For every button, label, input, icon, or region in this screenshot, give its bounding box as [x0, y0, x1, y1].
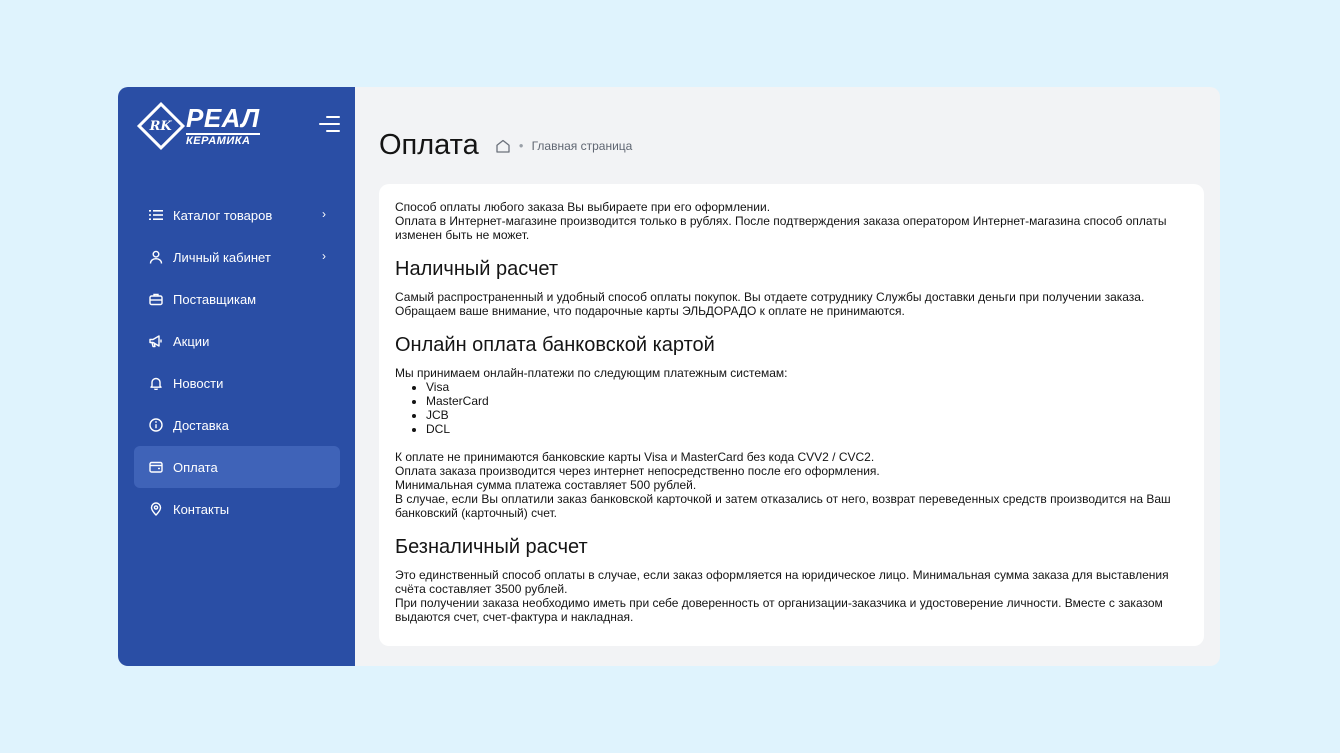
sidebar-item-label: Новости [173, 375, 224, 391]
info-icon [148, 417, 164, 433]
list-item: • DCL [426, 422, 1188, 436]
sidebar-item-payment[interactable] [134, 446, 340, 488]
chevron-right-icon: › [322, 249, 326, 263]
online-text: Минимальная сумма платежа составляет 500 рублей. [395, 478, 697, 492]
sidebar-item-promotions[interactable] [134, 320, 340, 362]
page-header [379, 129, 632, 162]
location-pin-icon [148, 501, 164, 517]
user-icon [148, 249, 164, 265]
sidebar-item-label: Личный кабинет [173, 249, 271, 265]
sidebar [118, 87, 355, 666]
sidebar-item-label: Каталог товаров [173, 207, 273, 223]
main-area [355, 87, 1220, 666]
sidebar-item-label: Поставщикам [173, 291, 257, 307]
bell-icon [148, 375, 164, 391]
section-heading-online: Онлайн оплата банковской картой [395, 334, 715, 356]
sidebar-item-label: Оплата [173, 459, 218, 475]
sidebar-item-account[interactable] [134, 236, 340, 278]
sidebar-item-label: Контакты [173, 501, 230, 517]
intro-line: Способ оплаты любого заказа Вы выбираете при его оформлении. [395, 200, 771, 214]
cash-text: Обращаем ваше внимание, что подарочные карты ЭЛЬДОРАДО к оплате не принимаются. [395, 304, 905, 318]
sidebar-item-suppliers[interactable] [134, 278, 340, 320]
payment-info-card [379, 184, 1204, 646]
cashless-text: Это единственный способ оплаты в случае, если заказ оформляется на юридическое лицо. Минимальная сумма заказа для выставления счёта составляет 3500 рублей. [395, 568, 1169, 596]
logo-mark-text: RK [149, 118, 173, 134]
section-heading-cash: Наличный расчет [395, 258, 559, 280]
sidebar-item-catalog[interactable] [134, 194, 340, 236]
cashless-text: При получении заказа необходимо иметь при себе доверенность от организации-заказчика и удостоверение личности. Вместе с заказом выдаются счет, счет-фактура и накладная. [395, 596, 1163, 624]
payment-systems-list [395, 380, 1188, 436]
sidebar-item-label: Доставка [173, 417, 229, 433]
online-intro: Мы принимаем онлайн-платежи по следующим платежным системам: [395, 366, 788, 380]
online-text: Оплата заказа производится через интернет непосредственно после его оформления. [395, 464, 880, 478]
sidebar-item-delivery[interactable] [134, 404, 340, 446]
section-heading-cashless: Безналичный расчет [395, 536, 588, 558]
online-text: В случае, если Вы оплатили заказ банковской карточкой и затем отказались от него, возврат переведенных средств производится на Ваш банковский (карточный) счет. [395, 492, 1171, 520]
intro-line: Оплата в Интернет-магазине производится только в рублях. После подтверждения заказа оператором Интернет-магазина способ оплаты изменен быть не может. [395, 214, 1167, 242]
breadcrumb-separator: ● [518, 141, 524, 150]
list-item: • MasterCard [426, 394, 1188, 408]
list-item: • Visa [426, 380, 1188, 394]
breadcrumb-home-link[interactable]: Главная страница [531, 138, 633, 153]
online-text: К оплате не принимаются банковские карты Visa и MasterCard без кода CVV2 / CVC2. [395, 450, 875, 464]
briefcase-icon [148, 291, 164, 307]
brand-subtitle: КЕРАМИКА [186, 133, 260, 147]
app-window [118, 87, 1220, 666]
wallet-icon [148, 459, 164, 475]
home-icon[interactable] [495, 138, 511, 154]
brand-logo[interactable] [138, 103, 260, 149]
sidebar-item-contacts[interactable] [134, 488, 340, 530]
brand-name: РЕАЛ [186, 103, 260, 133]
megaphone-icon [148, 333, 164, 349]
sidebar-item-label: Акции [173, 333, 210, 349]
logo-mark-icon [137, 102, 185, 150]
list-icon [148, 207, 164, 223]
cash-text: Самый распространенный и удобный способ оплаты покупок. Вы отдаете сотруднику Службы доставки деньги при получении заказа. [395, 290, 1145, 304]
sidebar-item-news[interactable] [134, 362, 340, 404]
page-title: Оплата [379, 129, 479, 161]
chevron-right-icon: › [322, 207, 326, 221]
menu-toggle-icon[interactable] [319, 116, 340, 132]
sidebar-nav [134, 194, 340, 530]
list-item: • JCB [426, 408, 1188, 422]
